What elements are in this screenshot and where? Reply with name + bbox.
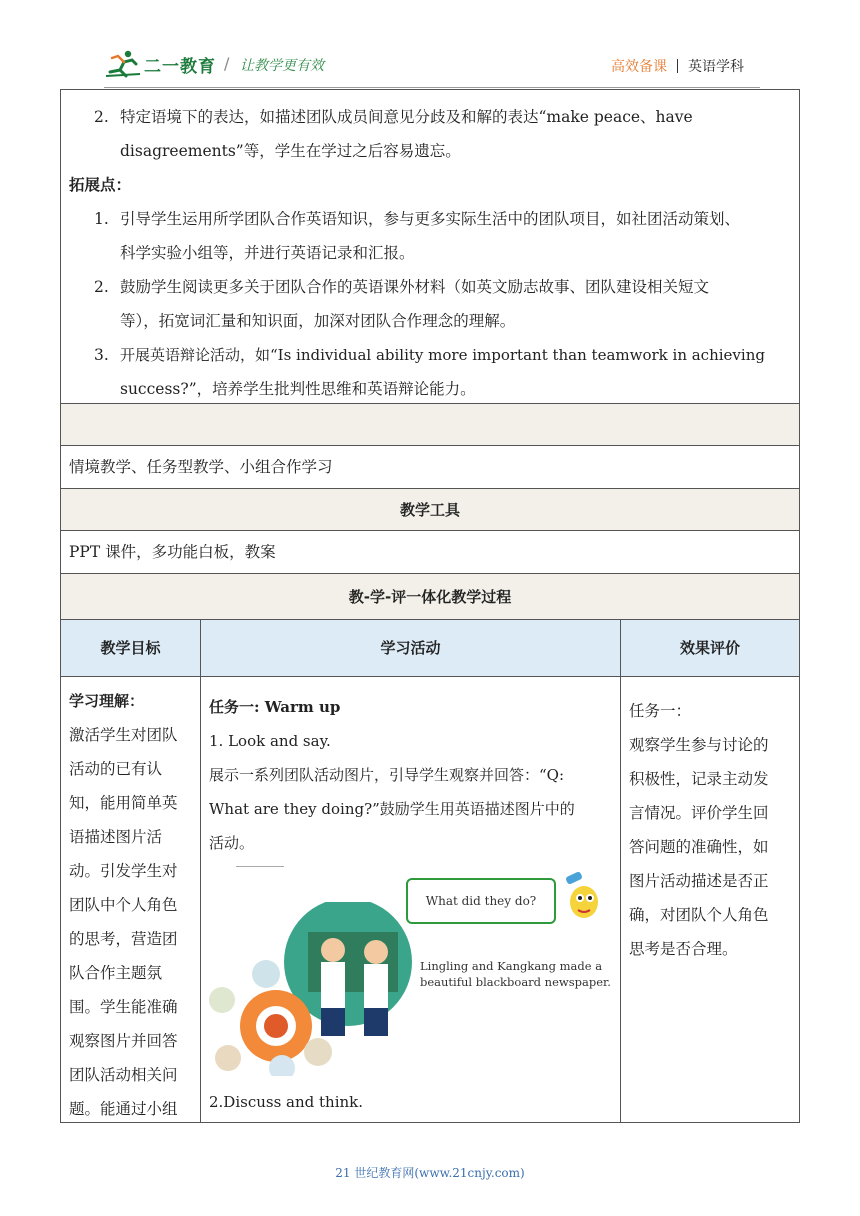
- extension-line: 鼓励学生阅读更多关于团队合作的英语课外材料（如英文励志故事、团队建设相关短文: [120, 278, 710, 296]
- goal-line: 队合作主题氛: [69, 964, 163, 982]
- teaching-methods: 情境教学、任务型教学、小组合作学习: [69, 458, 333, 476]
- figure-caption-line: beautiful blackboard newspaper.: [420, 975, 611, 989]
- logo-text: 二一教育: [144, 56, 216, 77]
- task-title: 任务一: Warm up: [209, 698, 341, 716]
- extension-line: 科学实验小组等，并进行英语记录和汇报。: [120, 244, 415, 262]
- activity-desc-line: 活动。: [209, 834, 255, 852]
- header-subject: 英语学科: [688, 59, 744, 75]
- difficulty-num: 2.: [94, 108, 109, 126]
- header-right: [611, 56, 744, 76]
- page-header: [60, 44, 800, 88]
- extension-line: success?”，培养学生批判性思维和英语辩论能力。: [120, 380, 476, 398]
- mascot-icon: [562, 868, 602, 924]
- header-slash: /: [224, 54, 230, 73]
- figure-caption: [420, 958, 611, 990]
- extension-line: 开展英语辩论活动，如“Is individual ability more important than teamwork in achieving: [120, 346, 765, 364]
- goal-line: 的思考，营造团: [69, 930, 178, 948]
- extension-num: 2.: [94, 278, 109, 296]
- evaluation-line: 观察学生参与讨论的: [629, 736, 769, 754]
- runner-logo-icon: [104, 50, 142, 78]
- goal-line: 知，能用简单英: [69, 794, 178, 812]
- column-header-activity: 学习活动: [380, 639, 441, 657]
- row-line: [60, 445, 800, 446]
- evaluation-line: 言情况。评价学生回: [629, 804, 769, 822]
- evaluation-label: 任务一：: [629, 702, 692, 720]
- difficulty-line: disagreements”等，学生在学过之后容易遗忘。: [120, 142, 461, 160]
- goal-line: 语描述图片活: [69, 828, 163, 846]
- header-course: 高效备课: [611, 59, 667, 75]
- header-separator: [677, 59, 678, 73]
- extension-line: 引导学生运用所学团队合作英语知识，参与更多实际生活中的团队项目，如社团活动策划、: [120, 210, 741, 228]
- goal-line: 团队中个人角色: [69, 896, 178, 914]
- extension-line: 等），拓宽词汇量和知识面，加深对团队合作理念的理解。: [120, 312, 516, 330]
- page-footer: 21 世纪教育网(www.21cnjy.com): [335, 1166, 525, 1180]
- goal-line: 动。引发学生对: [69, 862, 178, 880]
- activity-desc-line: What are they doing?”鼓励学生用英语描述图片中的: [209, 800, 575, 818]
- tools-title: 教学工具: [399, 501, 460, 519]
- evaluation-line: 答问题的准确性，如: [629, 838, 769, 856]
- goal-line: 激活学生对团队: [69, 726, 178, 744]
- row-line: [60, 676, 800, 677]
- evaluation-line: 积极性，记录主动发: [629, 770, 769, 788]
- process-title: 教-学-评一体化教学过程: [348, 588, 512, 606]
- column-line: [620, 619, 621, 1123]
- extension-num: 3.: [94, 346, 109, 364]
- extension-num: 1.: [94, 210, 109, 228]
- evaluation-line: 思考是否合理。: [629, 940, 738, 958]
- goal-line: 围。学生能准确: [69, 998, 178, 1016]
- logo: [104, 50, 216, 78]
- activity-step1: 1. Look and say.: [209, 732, 331, 750]
- column-header-goal: 教学目标: [100, 639, 161, 657]
- goal-label: 学习理解：: [69, 692, 145, 710]
- row-line: [60, 488, 800, 489]
- difficulty-line: 特定语境下的表达，如描述团队成员间意见分歧及和解的表达“make peace、have: [120, 108, 693, 126]
- teamwork-illustration: [208, 862, 611, 1076]
- activity-desc-line: 展示一系列团队活动图片，引导学生观察并回答：“Q:: [209, 766, 565, 784]
- goal-line: 团队活动相关问: [69, 1066, 178, 1084]
- header-rule: [104, 87, 760, 88]
- goal-line: 活动的已有认: [69, 760, 163, 778]
- students-blackboard-illustration: [208, 902, 416, 1076]
- goal-line: 题。能通过小组: [69, 1100, 178, 1118]
- evaluation-line: 确，对团队个人角色: [629, 906, 769, 924]
- row-line: [60, 619, 800, 620]
- empty-header-row: [61, 404, 799, 445]
- row-line: [60, 530, 800, 531]
- activity-step2: 2.Discuss and think.: [209, 1093, 364, 1111]
- row-line: [60, 573, 800, 574]
- header-slogan: 让教学更有效: [240, 58, 324, 74]
- teaching-tools: PPT 课件，多功能白板，教案: [69, 543, 276, 561]
- goal-line: 观察图片并回答: [69, 1032, 178, 1050]
- evaluation-line: 图片活动描述是否正: [629, 872, 769, 890]
- extension-label: 拓展点：: [69, 175, 132, 194]
- column-header-evaluation: 效果评价: [679, 639, 740, 657]
- figure-caption-line: Lingling and Kangkang made a: [420, 959, 603, 973]
- column-line: [200, 619, 201, 1123]
- speech-bubble: What did they do?: [406, 878, 556, 924]
